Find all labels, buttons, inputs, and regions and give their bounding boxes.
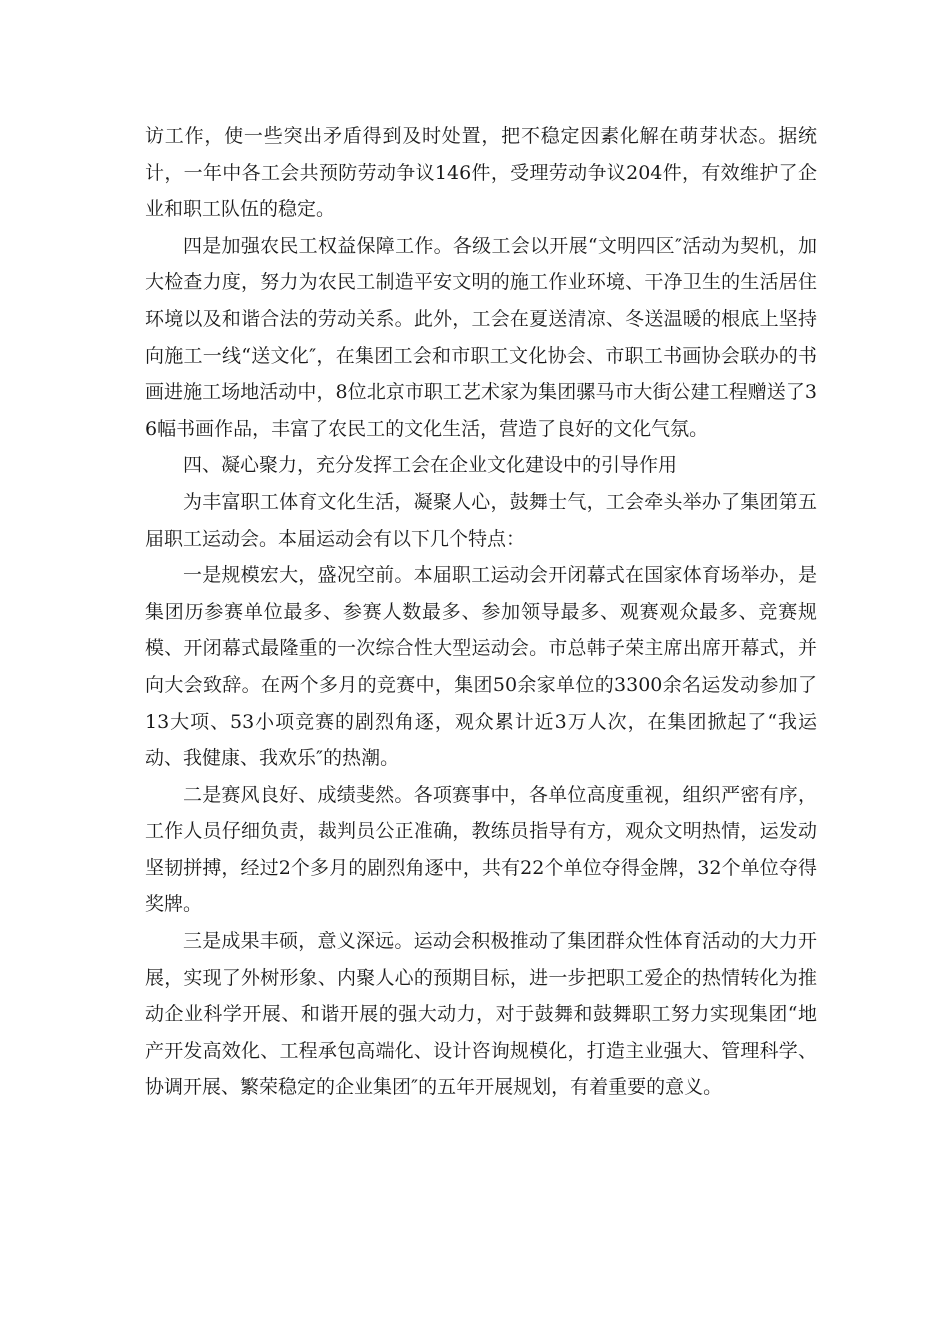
- document-page: [145, 118, 817, 1106]
- paragraph-feature-one: 一是规模宏大，盛况空前。本届职工运动会开闭幕式在国家体育场举办，是集团历参赛单位最多、参赛人数最多、参加领导最多、观赛观众最多、竞赛规模、开闭幕式最隆重的一次综合性大型运动会。市总韩子荣主席出席开幕式，并向大会致辞。在两个多月的竞赛中，集团50余家单位的3300余名运发动参加了13大项、53小项竞赛的剧烈角逐，观众累计近3万人次，在集团掀起了“我运动、我健康、我欢乐″的热潮。: [145, 564, 817, 770]
- paragraph-migrant-workers: 四是加强农民工权益保障工作。各级工会以开展“文明四区″活动为契机，加大检查力度，努力为农民工制造平安文明的施工作业环境、干净卫生的生活居住环境以及和谐合法的劳动关系。此外，工会在夏送清凉、冬送温暖的根底上坚持向施工一线“送文化″，在集团工会和市职工文化协会、市职工书画协会联办的书画进施工场地活动中，8位北京市职工艺术家为集团骡马市大街公建工程赠送了36幅书画作品，丰富了农民工的文化生活，营造了良好的文化气氛。: [145, 234, 817, 440]
- paragraph-feature-two: 二是赛风良好、成绩斐然。各项赛事中，各单位高度重视，组织严密有序，工作人员仔细负责，裁判员公正准确，教练员指导有方，观众文明热情，运发动坚韧拼搏，经过2个多月的剧烈角逐中，共有22个单位夺得金牌，32个单位夺得奖牌。: [145, 783, 817, 916]
- paragraph-petition-work: 访工作，使一些突出矛盾得到及时处置，把不稳定因素化解在萌芽状态。据统计，一年中各工会共预防劳动争议146件，受理劳动争议204件，有效维护了企业和职工队伍的稳定。: [145, 125, 817, 221]
- paragraph-feature-three: 三是成果丰硕，意义深远。运动会积极推动了集团群众性体育活动的大力开展，实现了外树形象、内聚人心的预期目标，进一步把职工爱企的热情转化为推动企业科学开展、和谐开展的强大动力，对于鼓舞和鼓舞职工努力实现集团“地产开发高效化、工程承包高端化、设计咨询规模化，打造主业强大、管理科学、协调开展、繁荣稳定的企业集团″的五年开展规划，有着重要的意义。: [145, 930, 817, 1099]
- section-heading-corporate-culture: 四、凝心聚力，充分发挥工会在企业文化建设中的引导作用: [183, 454, 678, 477]
- paragraph-sports-meeting-intro: 为丰富职工体育文化生活，凝聚人心，鼓舞士气，工会牵头举办了集团第五届职工运动会。本届运动会有以下几个特点：: [145, 490, 817, 550]
